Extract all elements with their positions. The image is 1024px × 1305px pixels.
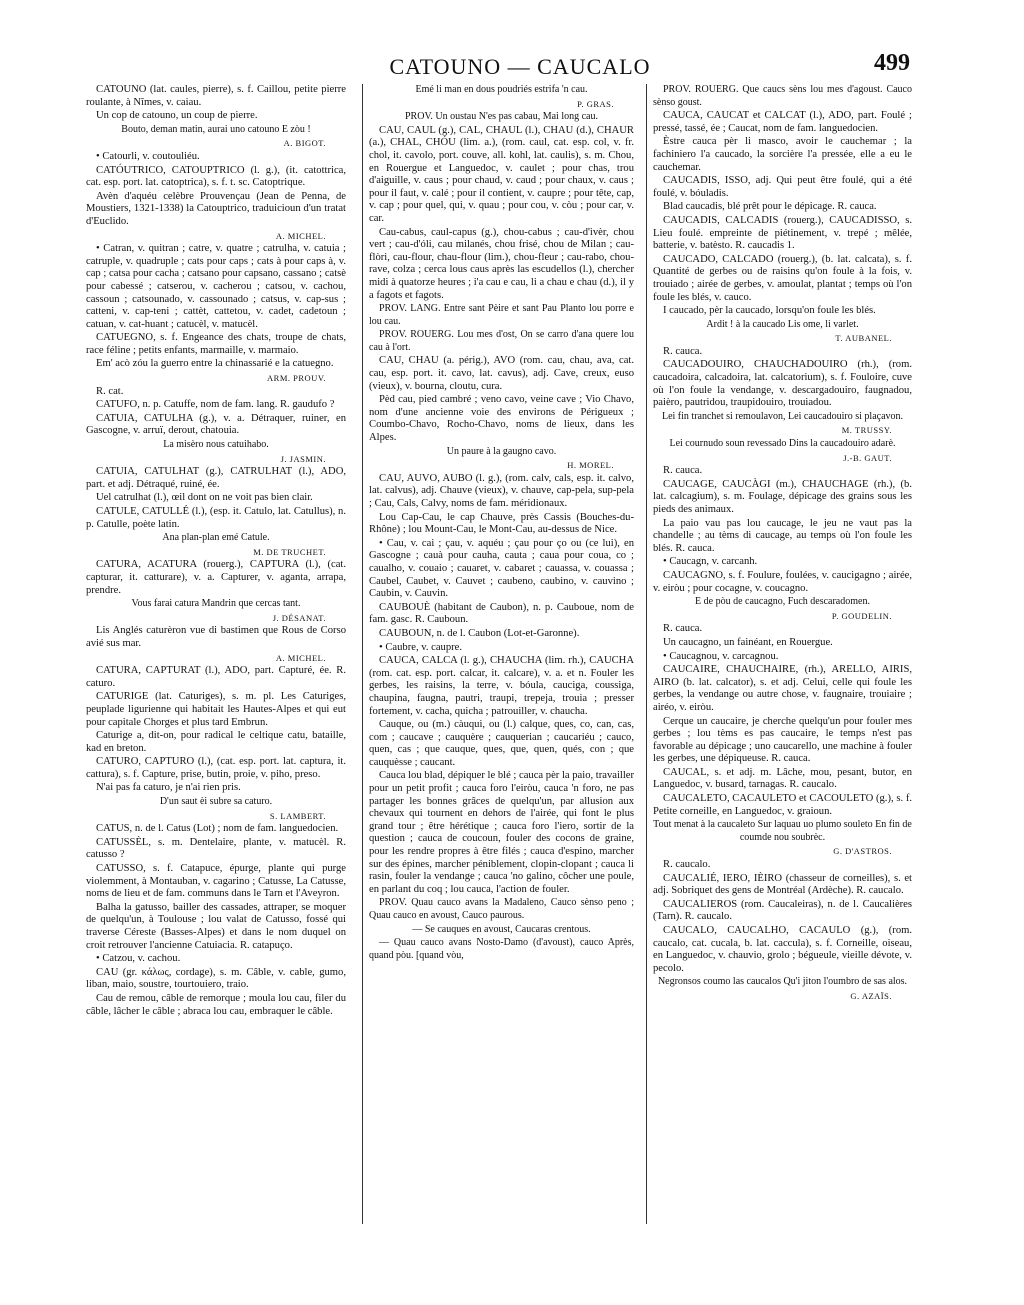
dictionary-entry: CATURA, ACATURA (rouerg.), CAPTURA (l.), (cat. capturar, it. catturare), v. a. Capturer, v. aganta, arrapa, prendre. [86, 559, 346, 596]
dictionary-entry: • Caucagn, v. carcanh. [663, 556, 758, 568]
dictionary-entry: CATUEGNO, s. f. Engeance des chats, troupe de chats, race féline ; petits enfants, marmaille, v. marmaio. [86, 332, 346, 356]
dictionary-entry: • Catzou, v. cachou. [96, 953, 181, 965]
quote-verse: Ana plan-plan emé Catule. [162, 532, 270, 544]
quote-verse: La misèro nous catuihabo. [163, 439, 269, 451]
dictionary-entry: • Catran, v. quitran ; catre, v. quatre ; catrulha, v. catuia ; catruple, v. quadruple ; cats pour caps ; cats à pour caps à, v. cap ; catsa pour cacha ; catsano pour capsano, cassano ; catsè pour cabessé ; catserou, v. cacherou ; catsou, v. cachou, cassoun ; catsounado, v. cassounado ; catsus, v. cap-sus ; catteni, v. cap-teni ; cattèt, cattetou, v. cadet, cadetoun ; catuan, v. cat-huant ; catucèl, v. matucèl. [86, 243, 346, 330]
dictionary-entry: Lou Cap-Cau, le cap Chauve, près Cassis (Bouches-du-Rhône) ; lou Mount-Cau, le Mont-Cau, au-dessus de Nice. [369, 511, 634, 536]
dictionary-entry: CAUCAGE, CAUCÀGI (m.), CHAUCHAGE (rh.), (b. lat. calcagium), s. m. Foulage, dépicage des grains sous les pieds des animaux. [653, 478, 912, 515]
citation-author: A. BIGOT. [283, 138, 326, 149]
dictionary-entry: CAUCAIRE, CHAUCHAIRE, (rh.), ARELLO, AIRIS, AIRO (b. lat. calcator), s. et adj. Celui, celle qui foule les gerbes, la vendange ou autre chose, v. faugnaire, trouiaire ; airéo, v. eiròu. [653, 664, 912, 713]
dictionary-entry: CATULE, CATULLÉ (l.), (esp. it. Catulo, lat. Catullus), n. p. Catulle, poète latin. [86, 506, 346, 530]
dictionary-entry: CATUS, n. de l. Catus (Lot) ; nom de fam. languedocien. [96, 823, 339, 835]
dictionary-entry: Caturige a, dit-on, pour radical le celtique catu, bataille, kad en breton. [86, 730, 346, 754]
dictionary-entry: Cau de remou, câble de remorque ; moula lou cau, filer du câble, lâcher le câble ; abraca lou cau, embraquer le câble. [86, 992, 346, 1017]
citation-author: S. LAMBERT. [269, 810, 326, 821]
dictionary-entry: — Quau cauco avans Nosto-Damo (d'avoust), cauco Après, quand pòu. [quand vòu, [369, 937, 634, 961]
page-number: 499 [874, 50, 910, 76]
dictionary-entry: CAUCA, CALCA (l. g.), CHAUCHA (lim. rh.), CAUCHA (rom. cat. esp. port. calcar, it. calcare), v. a. et n. Fouler les gerbes, les raisins, la terre, v. bóula, cauciga, coussiga, chaupina, faugna, pautri, traupi, trepeja, trouia ; presser fortement, v. cacha, quicha ; patrouiller, v. chaucha. [369, 655, 634, 717]
quote-verse: Tout menat à la caucaleto Sur laquau uo plumo souleto En fin de coumde nou soubrèc. [653, 819, 912, 843]
citation-author: G. D'ASTROS. [833, 846, 892, 857]
dictionary-entry: R. cauca. [663, 623, 703, 635]
column-left [86, 84, 346, 1224]
dictionary-entry: CATUFO, n. p. Catuffe, nom de fam. lang. R. gaudufo ? [96, 399, 335, 411]
dictionary-entry: Balha la gatusso, bailler des cassades, attraper, se moquer de quelqu'un, à Toulouse ; lou valat de Catusso, fossé qui traverse Céreste (Basses-Alpes) et dans le nom duquel on croit retrouver l'ancienne Catuiacia. R. catapuço. [86, 901, 346, 951]
quote-verse: Bouto, deman matin, aurai uno catouno E zòu ! [121, 123, 311, 135]
dictionary-entry: Lis Anglés caturèron vue di bastimen que Rous de Corso avié sus mar. [86, 625, 346, 649]
dictionary-entry: CAU, CHAU (a. périg.), AVO (rom. cau, chau, ava, cat. cau, esp. port. it. cavo, lat. cavus), adj. Cave, creux, euso (vieux), v. bourna, cloutu, cura. [369, 355, 634, 392]
dictionary-entry: CATURO, CAPTURO (l.), (cat. esp. port. lat. captura, it. cattura), s. f. Capture, prise, butin, proie, v. piho, preso. [86, 756, 346, 780]
dictionary-entry: CATUIA, CATULHA (g.), v. a. Détraquer, ruiner, en Gascogne, v. arruï, derout, chatouia. [86, 412, 346, 437]
quote-verse: Vous farai catura Mandrin que cercas tant. [131, 598, 301, 610]
quote-verse: PROV. Un oustau N'es pas cabau, Mai long cau. [405, 111, 598, 123]
dictionary-entry: CAUCALETO, CACAULETO et CACOULETO (g.), s. f. Petite corneille, en Languedoc, v. graioun. [653, 793, 912, 817]
dictionary-entry: Blad caucadis, blé prêt pour le dépicage. R. cauca. [663, 201, 877, 213]
dictionary-entry: R. cauca. [663, 345, 703, 357]
dictionary-entry: CAUCALIÉ, IERO, IÈIRO (chasseur de corneilles), s. et adj. Sobriquet des gens de Montréal (Ardèche). R. caucalo. [653, 872, 912, 897]
dictionary-entry: Un cop de catouno, un coup de pierre. [96, 110, 258, 122]
dictionary-entry: CAUBOUN, n. de l. Caubon (Lot-et-Garonne). [379, 627, 580, 639]
citation-author: J. DÉSANAT. [272, 612, 326, 623]
citation-author: A. MICHEL. [275, 230, 326, 241]
dictionary-entry: CAUCAL, s. et adj. m. Lâche, mou, pesant, butor, en Languedoc, v. busard, tarnagas. R. caucalo. [653, 766, 912, 791]
dictionary-entry: Un caucagno, un fainéant, en Rouergue. [663, 636, 833, 648]
dictionary-entry: N'ai pas fa caturo, je n'ai rien pris. [96, 782, 241, 794]
dictionary-entry: • Cau, v. cai ; çau, v. aquéu ; çau pour ço ou (ce lui), en Gascogne ; cauà pour cauha, cauta ; caua pour coua, co ; caualho, v. couaio ; cauaret, v. cabaret ; cauassa, v. couassa ; Caubel, Caubet, v. Cauvet ; caubeno, caubino, v. cauvino ; Caubin, v. Cauvin. [369, 537, 634, 600]
dictionary-entry: CAUCADOUIRO, CHAUCHADOUIRO (rh.), (rom. caucadoira, calcadoira, lat. calcatorium), s. f. Fouloire, cuve où l'on foule la vendange, v. descargadouiro, faugnadou, paièro, pautridou, traupidouiro, trouiadou. [653, 359, 912, 409]
dictionary-entry: Cau-cabus, caul-capus (g.), chou-cabus ; cau-d'ivèr, chou vert ; cau-d'óli, cau milanés, chou frisé, chou de Milan ; cau-flòri, cau-flour, chau-flour (lim.), chou-fleur ; cau-rabo, chou-rave, colza ; cerca lous caus après las escudellos (l.), chercher midi à quatorze heures ; i'a cau e cau, li a chau e chau (d.), il y a fagots et fagots. [369, 226, 634, 301]
dictionary-entry: PROV. ROUERG. Que caucs sèns lou mes d'agoust. Cauco sènso goust. [653, 84, 912, 108]
dictionary-entry: CAUBOUÈ (habitant de Caubon), n. p. Cauboue, nom de fam. gasc. R. Cauboun. [369, 601, 634, 626]
quote-verse: D'un saut èi subre sa caturo. [159, 796, 273, 808]
dictionary-entry: CAUCADO, CALCADO (rouerg.), (b. lat. calcata), s. f. Quantité de gerbes ou de raisins qu'on foule à la fois, v. trouiado ; airée de gerbes, v. amoulat, plantat ; temps où l'on foule les blés, v. cauco. [653, 253, 912, 303]
dictionary-entry: Avèn d'aquéu celèbre Prouvençau (Jean de Penna, de Moustiers, 1321-1338) la Catouptrico, traduicioun d'un tratat d'Euclido. [86, 190, 346, 227]
dictionary-entry: CAUCADIS, CALCADIS (rouerg.), CAUCADISSO, s. Lieu foulé. empreinte de piétinement, v. trepé ; mêlée, batterie, v. batèsto. R. caucadis 1. [653, 214, 912, 252]
dictionary-entry: CAUCALO, CAUCALHO, CACAULO (g.), (rom. caucalo, cat. cucala, b. lat. caccula), s. f. Corneille, oiseau, en Languedoc, v. chauvio, grolo ; bégueule, vieille dévote, v. pecolo. [653, 925, 912, 974]
citation-author: G. AZAÏS. [850, 990, 892, 1001]
dictionary-entry: CAU, AUVO, AUBO (l. g.), (rom. calv, cals, esp. it. calvo, lat. calvus), adj. Chauve (vieux), v. chauve, cap-pela, sup-pela ; Cau, Cals, Calvy, noms de fam. méridionaux. [369, 472, 634, 509]
quote-verse: — Se cauques en avoust, Caucaras crentous. [412, 923, 591, 935]
quote-verse: Emé li man en dous poudriés estrifa 'n cau. [415, 84, 588, 95]
citation-author: M. DE TRUCHET. [253, 546, 326, 557]
dictionary-entry: R. cat. [96, 385, 124, 397]
dictionary-entry: CAUCALIEROS (rom. Caucaleiras), n. de l. Caucalières (Tarn). R. caucalo. [653, 898, 912, 923]
dictionary-entry: CAU, CAUL (g.), CAL, CHAUL (l.), CHAU (d.), CHAUR (a.), CHAL, CHÓU (lim. a.), (rom. caul, cat. esp. col, v. fr. chol, it. cavolo, port. couve, all. kohl, lat. caulis), s. m. Chou, en Rouergue et Languedoc, v. caulet ; pour chas, trou d'aiguille, v. caus ; pour chaud, v. caud ; pour chaux, v. caus ; pour il faut, v. calé ; pour il contient, v. caupre ; pour tête, cap, v. cap ; pour quel, qui, v. quau ; pour cou, v. còu ; pour car, v. car. [369, 124, 634, 224]
quote-verse: Lei fin tranchet si remoulavon, Lei caucadouiro si plaçavon. [661, 410, 904, 422]
quote-verse: Un paure à la gaugno cavo. [446, 445, 557, 457]
dictionary-entry: • Caubre, v. caupre. [379, 641, 463, 653]
citation-author: A. MICHEL. [275, 652, 326, 663]
dictionary-entry: CATÓUTRICO, CATOUPTRICO (l. g.), (it. catottrica, cat. esp. port. lat. catoptrica), s. f. t. sc. Catoptrique. [86, 164, 346, 189]
citation-author: J. JASMIN. [280, 453, 326, 464]
quote-verse: E de pòu de caucagno, Fuch descaradomen. [695, 596, 870, 608]
dictionary-entry: CATUSSÈL, s. m. Dentelaire, plante, v. matucèl. R. catusso ? [86, 836, 346, 861]
citation-author: T. AUBANEL. [835, 333, 892, 344]
citation-author: H. MOREL. [567, 460, 614, 471]
dictionary-entry: CATOUNO (lat. caules, pierre), s. f. Caillou, petite pierre roulante, à Nîmes, v. caiau. [86, 84, 346, 108]
dictionary-entry: • Caucagnou, v. carcagnou. [663, 650, 779, 662]
dictionary-entry: PROV. ROUERG. Lou mes d'ost, On se carro d'ana quere lou cau à l'ort. [369, 329, 634, 353]
quote-verse: Ardit ! à la caucado Lis ome, li varlet. [706, 318, 859, 330]
dictionary-entry: CATURIGE (lat. Caturiges), s. m. pl. Les Caturiges, peuplade ligurienne qui habitait les Hautes-Alpes et qui eut pour capitale Chorges et plus tard Embrun. [86, 691, 346, 728]
dictionary-entry: CATUIA, CATULHAT (g.), CATRULHAT (l.), ADO, part. et adj. Détraqué, ruiné, ée. [86, 466, 346, 490]
dictionary-entry: Cerque un caucaire, je cherche quelqu'un pour fouler mes gerbes ; lou tèms es pas caucaire, le temps n'est pas favorable au dépicage ; uno caucarello, une machine à fouler les gerbes, une dépiqueuse. R. cauca. [653, 715, 912, 765]
dictionary-entry: CAUCAGNO, s. f. Foulure, foulées, v. caucigagno ; airée, v. eiròu ; pour cocagne, v. coucagno. [653, 569, 912, 594]
citation-author: ARM. PROUV. [267, 373, 326, 384]
citation-author: M. TRUSSY. [841, 425, 892, 436]
dictionary-entry: La paio vau pas lou caucage, le jeu ne vaut pas la chandelle ; au tèms di caucage, au temps où l'on foule les blés. R. cauca. [653, 517, 912, 554]
dictionary-entry: • Catourli, v. coutouliéu. [96, 150, 200, 162]
dictionary-entry: I caucado, pèr la caucado, lorsqu'on foule les blés. [663, 305, 876, 317]
citation-author: P. GRAS. [577, 98, 614, 109]
dictionary-entry: PROV. LANG. Entre sant Pèire et sant Pau Planto lou porre e lou cau. [369, 303, 634, 327]
dictionary-entry: R. cauca. [663, 465, 703, 477]
dictionary-entry: CAU (gr. κάλως, cordage), s. m. Câble, v. cable, gumo, liban, maio, soustre, tourtouiero, traio. [86, 966, 346, 991]
quote-verse: Negronsos coumo las caucalos Qu'i jiton l'oumbro de sas alos. [657, 976, 908, 988]
citation-author: J.-B. GAUT. [843, 452, 892, 463]
citation-author: P. GOUDELIN. [831, 610, 892, 621]
dictionary-entry: CAUCA, CAUCAT et CALCAT (l.), ADO, part. Foulé ; pressé, tassé, ée ; Caucat, nom de fam. languedocien. [653, 110, 912, 134]
dictionary-entry: Pèd cau, pied cambré ; veno cavo, veine cave ; Vio Chavo, nom d'une ancienne voie des environs de Périgueux ; Coumbo-Chavo, Rocho-Chavo, noms de lieux, dans les Alpes. [369, 394, 634, 444]
column-middle [362, 84, 634, 1224]
dictionary-entry: CAUCADIS, ISSO, adj. Qui peut être foulé, qui a été foulé, v. bóuladis. [653, 175, 912, 199]
dictionary-entry: PROV. Quau cauco avans la Madaleno, Cauco sènso peno ; Quau cauco en avoust, Cauco paurous. [369, 897, 634, 921]
dictionary-entry: CATUSSO, s. f. Catapuce, épurge, plante qui purge violemment, à Montauban, v. cagarino ; Catusse, La Catusse, noms de lieu et de fam. communs dans le Tarn et l'Aveyron. [86, 863, 346, 900]
column-right [646, 84, 912, 1224]
dictionary-entry: Cauca lou blad, dépiquer le blé ; cauca pèr la paio, travailler pour un petit profit ; cauca foro l'eiròu, cauca 'n foro, ne pas partager les bonnes grâces de quelqu'un, par allusion aux chevaux qui tournent en dehors de l'airée, qui font le plus grand tour ; être hérétique ; cauca foro l'iero, sortir de la question ; cauca de coucoun, fouler des cocons de graine, pour les rendre propres à être filés ; cauca d'espino, marcher sur des épines, marcher péniblement, clopin-clopant ; cauca li rasin, fouler la vendange ; cauca 'no galino, côcher une poule, en parlant du coq ; lou cauca, l'action de fouler. [369, 770, 634, 895]
dictionary-entry: R. caucalo. [663, 859, 711, 871]
dictionary-entry: Cauque, ou (m.) càuqui, ou (l.) calque, ques, co, can, cas, com ; caucave ; cauquère ; cauquerian ; caucariéu ; cauco, quen, cas ; que cauque, ques, que, quen, qués, con ; que cauquèsse ; caucant. [369, 719, 634, 768]
dictionary-entry: CATURA, CAPTURAT (l.), ADO, part. Capturé, ée. R. caturo. [86, 665, 346, 689]
dictionary-entry: Uel catrulhat (l.), œil dont on ne voit pas bien clair. [96, 492, 313, 504]
dictionary-entry: Em' acò zóu la guerro entre la chinassarié e la catuegno. [96, 358, 334, 370]
dictionary-entry: Èstre cauca pèr li masco, avoir le cauchemar ; la fachiniero l'a caucado, la sorcière l'a pressée, elle a eu le cauchemar. [653, 136, 912, 173]
quote-verse: Lei cournudo soun revessado Dins la caucadouiro adarè. [669, 438, 896, 450]
page-title: CATOUNO — CAUCALO [389, 54, 651, 79]
